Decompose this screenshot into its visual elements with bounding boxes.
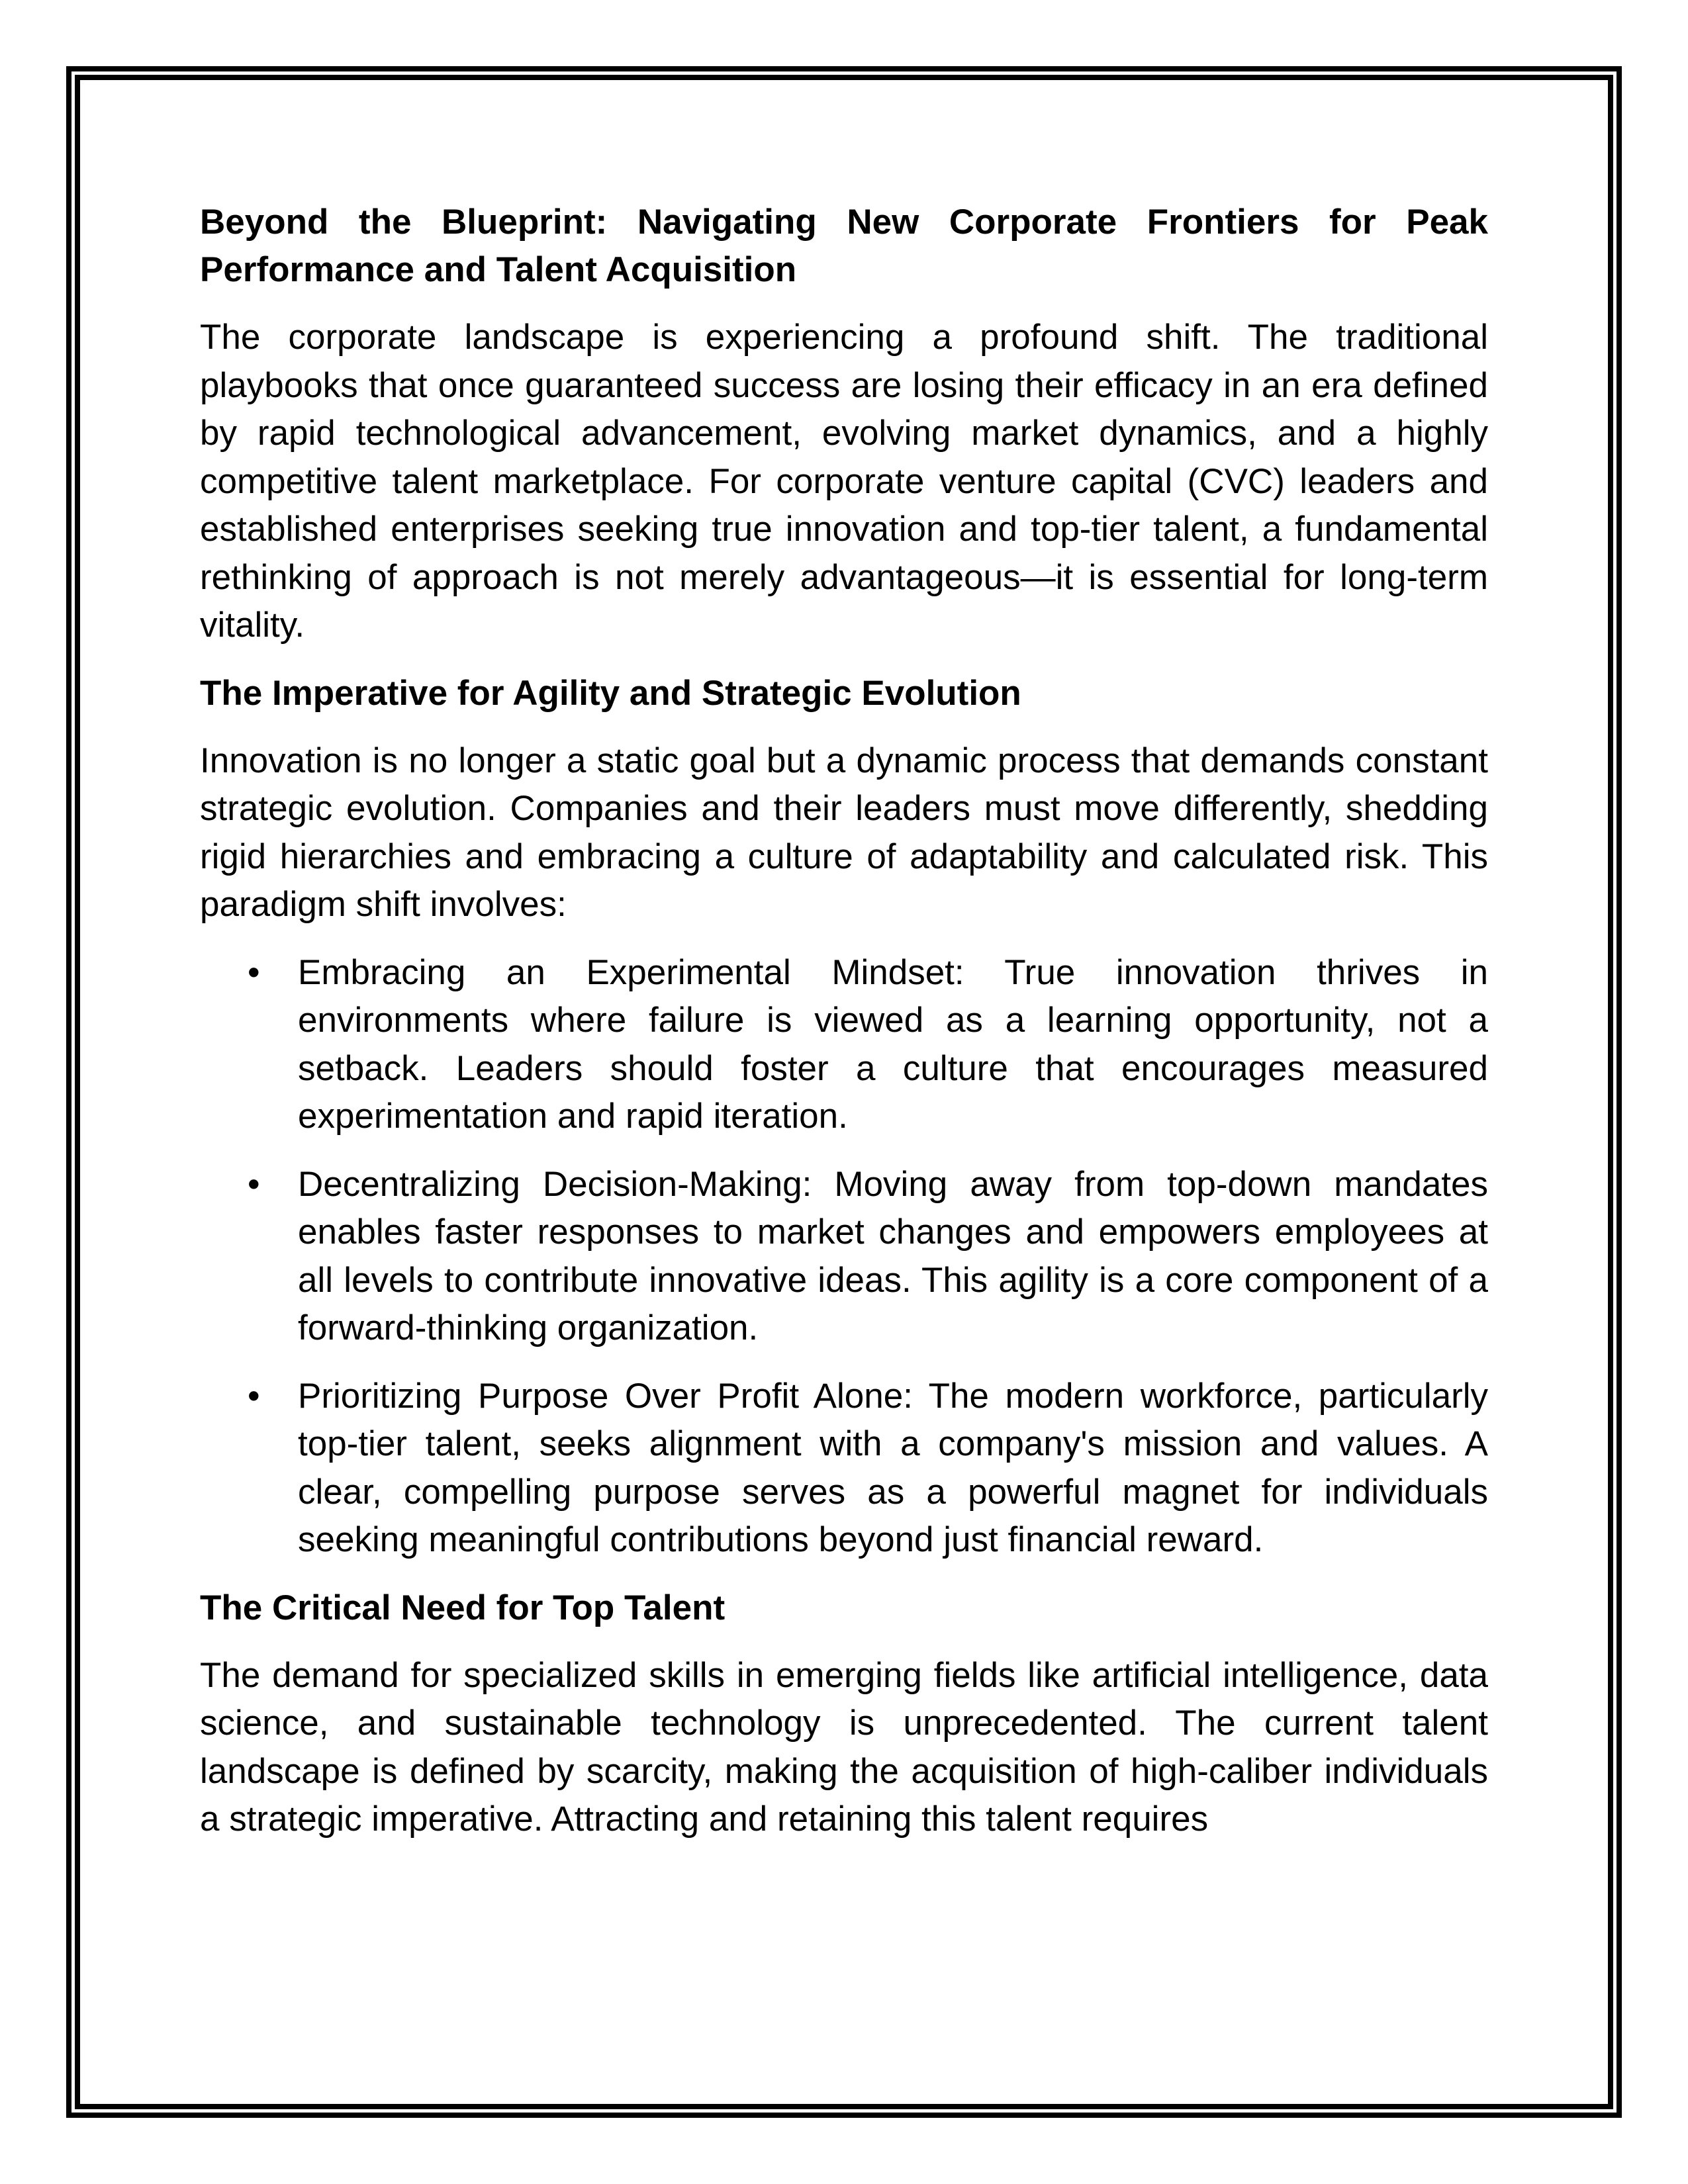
document-title: Beyond the Blueprint: Navigating New Corporate Frontiers for Peak Performance and Talent Acquisition — [200, 203, 1488, 289]
document-body — [200, 199, 1488, 1864]
bullet-icon: • — [248, 1376, 260, 1416]
bullet-icon: • — [248, 1164, 260, 1204]
list-item — [200, 1161, 1488, 1353]
bullet-icon: • — [248, 952, 260, 992]
bullet-text: Prioritizing Purpose Over Profit Alone: The modern workforce, particularly top-tier talent, seeks alignment with a company's mission and values. A clear, compelling purpose serves as a powerful magnet for individuals seeking meaningful contributions beyond just financial reward. — [298, 1376, 1488, 1559]
section-body-agility: Innovation is no longer a static goal but a dynamic process that demands constant strategic evolution. Companies and their leaders must move differently, shedding rigid hierarchies and embracing a culture of adaptability and calculated risk. This paradigm shift involves: — [200, 741, 1488, 924]
bullet-list — [200, 949, 1488, 1565]
list-item — [200, 949, 1488, 1141]
section-heading-agility: The Imperative for Agility and Strategic Evolution — [200, 673, 1021, 713]
section-body-talent: The demand for specialized skills in emerging fields like artificial intelligence, data science, and sustainable technology is unprecedented. The current talent landscape is defined by scarcity, making the acquisition of high-caliber individuals a strategic imperative. Attracting and retaining this talent requires — [200, 1655, 1488, 1839]
list-item — [200, 1373, 1488, 1565]
bullet-text: Decentralizing Decision-Making: Moving away from top-down mandates enables faster responses to market changes and empowers employees at all levels to contribute innovative ideas. This agility is a core component of a forward-thinking organization. — [298, 1164, 1488, 1347]
bullet-text: Embracing an Experimental Mindset: True innovation thrives in environments where failure is viewed as a learning opportunity, not a setback. Leaders should foster a culture that encourages measured experimentation and rapid iteration. — [298, 952, 1488, 1136]
section-heading-talent: The Critical Need for Top Talent — [200, 1588, 726, 1627]
intro-paragraph: The corporate landscape is experiencing a profound shift. The traditional playbooks that once guaranteed success are losing their efficacy in an era defined by rapid technological advancement, evolving market dynamics, and a highly competitive talent marketplace. For corporate venture capital (CVC) leaders and established enterprises seeking true innovation and top-tier talent, a fundamental rethinking of approach is not merely advantageous—it is essential for long-term vitality. — [200, 318, 1488, 645]
